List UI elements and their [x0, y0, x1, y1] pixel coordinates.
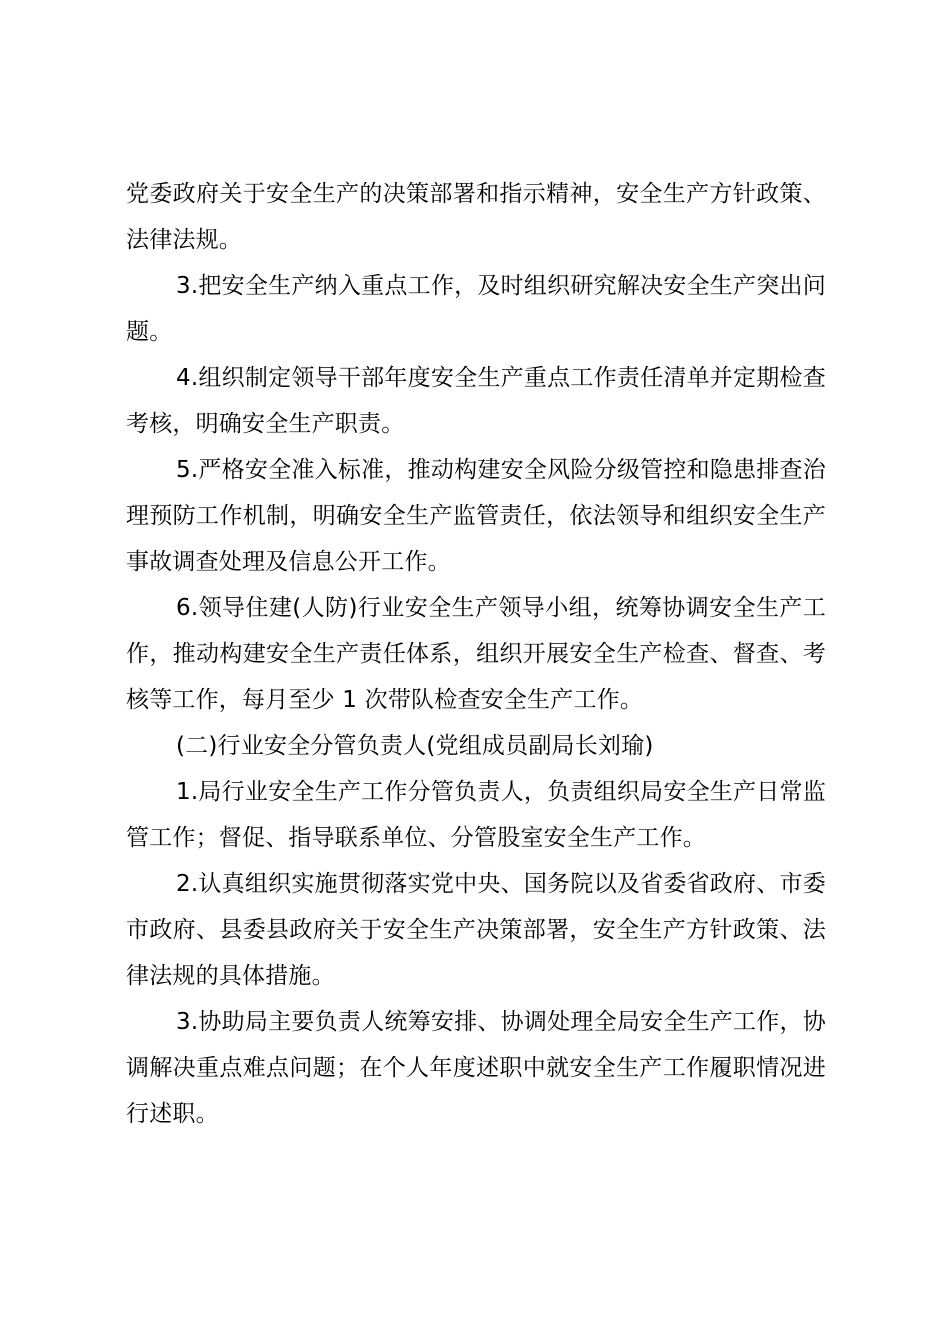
paragraph-sub-item-3: 3.协助局主要负责人统筹安排、协调处理全局安全生产工作，协调解决重点难点问题；在个人年度述职中就安全生产工作履职情况进行述职。 — [126, 1009, 826, 1127]
paragraph-item-5: 5.严格安全准入标准，推动构建安全风险分级管控和隐患排查治理预防工作机制，明确安全生产监管责任，依法领导和组织安全生产事故调查处理及信息公开工作。 — [126, 457, 826, 575]
paragraph-continuation: 党委政府关于安全生产的决策部署和指示精神，安全生产方针政策、法律法规。 — [126, 181, 826, 253]
section-heading: (二)行业安全分管负责人(党组成员副局长刘瑜) — [176, 733, 654, 759]
paragraph-item-4: 4.组织制定领导干部年度安全生产重点工作责任清单并定期检查考核，明确安全生产职责。 — [126, 365, 826, 437]
paragraph-item-6: 6.领导住建(人防)行业安全生产领导小组，统筹协调安全生产工作，推动构建安全生产责任体系，组织开展安全生产检查、督查、考核等工作，每月至少 1 次带队检查安全生产工作。 — [126, 595, 826, 713]
paragraph-sub-item-2: 2.认真组织实施贯彻落实党中央、国务院以及省委省政府、市委市政府、县委县政府关于安全生产决策部署，安全生产方针政策、法律法规的具体措施。 — [126, 871, 826, 989]
paragraph-item-3: 3.把安全生产纳入重点工作，及时组织研究解决安全生产突出问题。 — [126, 273, 826, 345]
paragraph-sub-item-1: 1.局行业安全生产工作分管负责人，负责组织局安全生产日常监管工作；督促、指导联系单位、分管股室安全生产工作。 — [126, 779, 826, 851]
body-text — [126, 171, 826, 1137]
